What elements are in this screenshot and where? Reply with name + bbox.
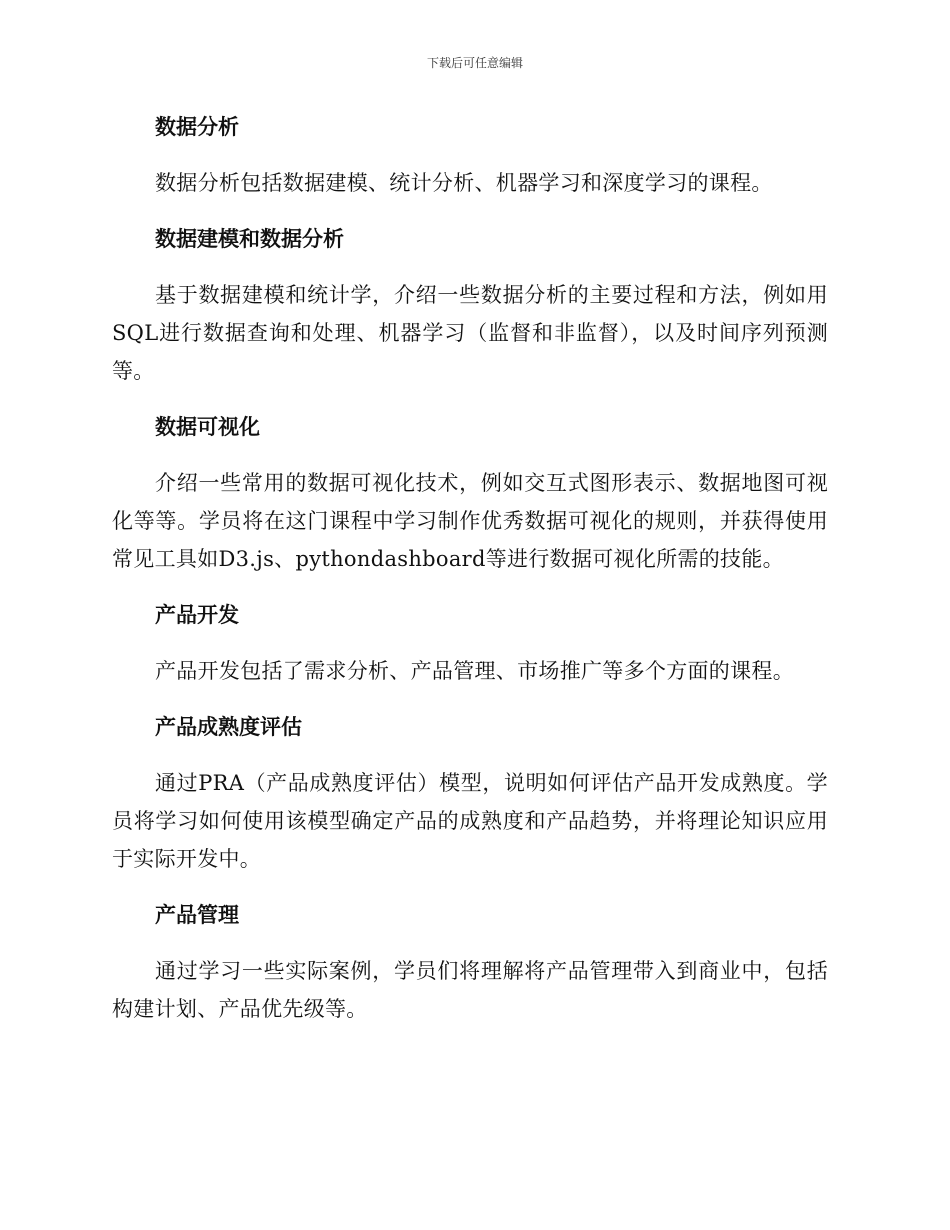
paragraph-product-maturity: 通过PRA（产品成熟度评估）模型，说明如何评估产品开发成熟度。学员将学习如何使用该模型确定产品的成熟度和产品趋势，并将理论知识应用于实际开发中。 bbox=[112, 771, 828, 871]
section-heading-data-modeling: 数据建模和数据分析 bbox=[155, 227, 344, 251]
paragraph-data-visualization: 介绍一些常用的数据可视化技术，例如交互式图形表示、数据地图可视化等等。学员将在这门课程中学习制作优秀数据可视化的规则，并获得使用常见工具如D3.js、pythondashboard等进行数据可视化所需的技能。 bbox=[112, 471, 828, 571]
paragraph-data-modeling: 基于数据建模和统计学，介绍一些数据分析的主要过程和方法，例如用SQL进行数据查询和处理、机器学习（监督和非监督），以及时间序列预测等。 bbox=[112, 283, 828, 383]
section-heading-product-maturity: 产品成熟度评估 bbox=[155, 715, 302, 739]
section-heading-data-visualization: 数据可视化 bbox=[155, 415, 260, 439]
section-heading-product-development: 产品开发 bbox=[155, 603, 239, 627]
page-header: 下载后可任意编辑 bbox=[426, 56, 523, 70]
paragraph-data-analysis: 数据分析包括数据建模、统计分析、机器学习和深度学习的课程。 bbox=[155, 171, 773, 195]
paragraph-product-development: 产品开发包括了需求分析、产品管理、市场推广等多个方面的课程。 bbox=[155, 659, 794, 683]
paragraph-product-management: 通过学习一些实际案例，学员们将理解将产品管理带入到商业中，包括构建计划、产品优先级等。 bbox=[112, 959, 828, 1021]
document-body bbox=[112, 108, 828, 1046]
section-heading-data-analysis: 数据分析 bbox=[155, 115, 239, 139]
section-heading-product-management: 产品管理 bbox=[155, 903, 239, 927]
